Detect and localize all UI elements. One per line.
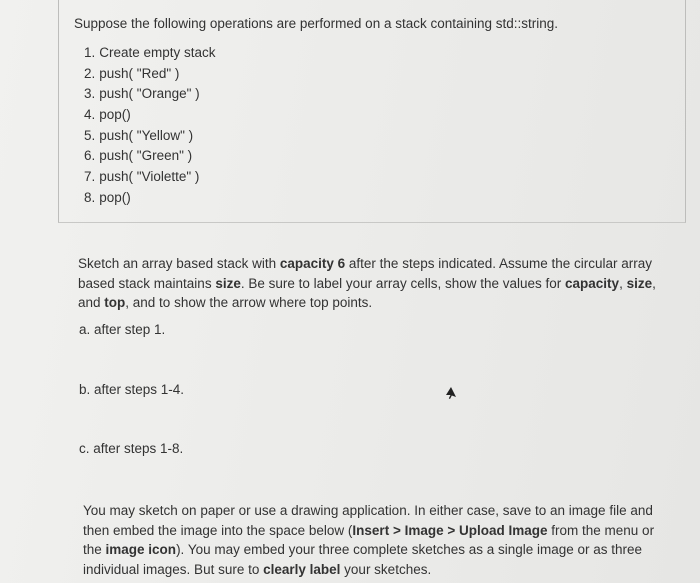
final-text-2: from the menu or the	[83, 522, 655, 557]
operation-text: pop()	[99, 189, 131, 205]
step-c-label: c. after steps 1-8.	[79, 441, 184, 456]
sketch-bold-size: size	[215, 275, 241, 291]
final-text-4: your sketches.	[340, 561, 432, 577]
final-separator-2: >	[443, 522, 459, 538]
final-text-3: ). You may embed your three complete sketches as a single image or as three individual images. But sure to	[83, 542, 643, 577]
sketch-text-5: , and	[78, 275, 656, 310]
list-item	[84, 105, 216, 126]
step-a-label: a. after step 1.	[79, 322, 166, 337]
list-item	[84, 146, 216, 167]
sketch-bold-capacity: capacity	[565, 275, 620, 291]
intro-text: Suppose the following operations are performed on a stack containing std::string.	[74, 16, 559, 31]
operation-number: 7.	[84, 169, 96, 185]
list-item	[84, 126, 216, 147]
operation-text: push( "Yellow" )	[99, 127, 194, 143]
operation-number: 5.	[84, 127, 96, 143]
operation-number: 8.	[84, 189, 96, 205]
list-item	[84, 167, 216, 188]
final-bold-image-icon: image icon	[105, 542, 177, 557]
sketch-bold-capacity6: capacity 6	[279, 256, 346, 271]
operation-text: push( "Red" )	[99, 65, 180, 81]
final-bold-insert: Insert	[352, 522, 390, 538]
submission-instructions	[83, 501, 673, 579]
list-item	[84, 84, 216, 105]
final-text-1: You may sketch on paper or use a drawing application. In either case, save to an image file and then embed the image into the space below (	[83, 503, 653, 538]
operation-number: 2.	[84, 65, 96, 81]
sketch-text-6: , and to show the arrow where top points.	[125, 295, 373, 310]
operation-text: push( "Orange" )	[99, 86, 200, 102]
list-item	[84, 64, 216, 85]
sketch-text-2: after the steps indicated. Assume the circular array based stack maintains	[78, 256, 653, 291]
final-bold-upload-image: Upload Image	[459, 522, 548, 538]
operation-number: 3.	[84, 86, 96, 102]
final-separator-1: >	[389, 522, 405, 538]
list-item	[84, 188, 216, 209]
mouse-cursor-icon	[444, 386, 458, 402]
sketch-bold-top: top	[104, 295, 126, 310]
list-item	[84, 43, 216, 64]
operation-number: 1.	[84, 45, 96, 60]
operation-text: push( "Green" )	[99, 148, 193, 164]
final-bold-image: Image	[404, 522, 444, 538]
sketch-bold-size-2: size	[626, 275, 653, 291]
operations-list	[84, 43, 216, 209]
operation-text: Create empty stack	[99, 45, 216, 60]
sketch-text-3: . Be sure to label your array cells, show the values for	[240, 275, 566, 291]
sketch-text-1: Sketch an array based stack with	[78, 256, 280, 271]
operation-text: pop()	[99, 107, 131, 123]
final-bold-clearly-label: clearly label	[263, 561, 341, 577]
sketch-text-4: ,	[619, 275, 627, 291]
operation-number: 6.	[84, 148, 96, 164]
operation-text: push( "Violette" )	[99, 169, 200, 185]
operation-number: 4.	[84, 107, 96, 123]
sketch-instructions	[78, 254, 668, 313]
step-b-label: b. after steps 1-4.	[79, 382, 185, 397]
